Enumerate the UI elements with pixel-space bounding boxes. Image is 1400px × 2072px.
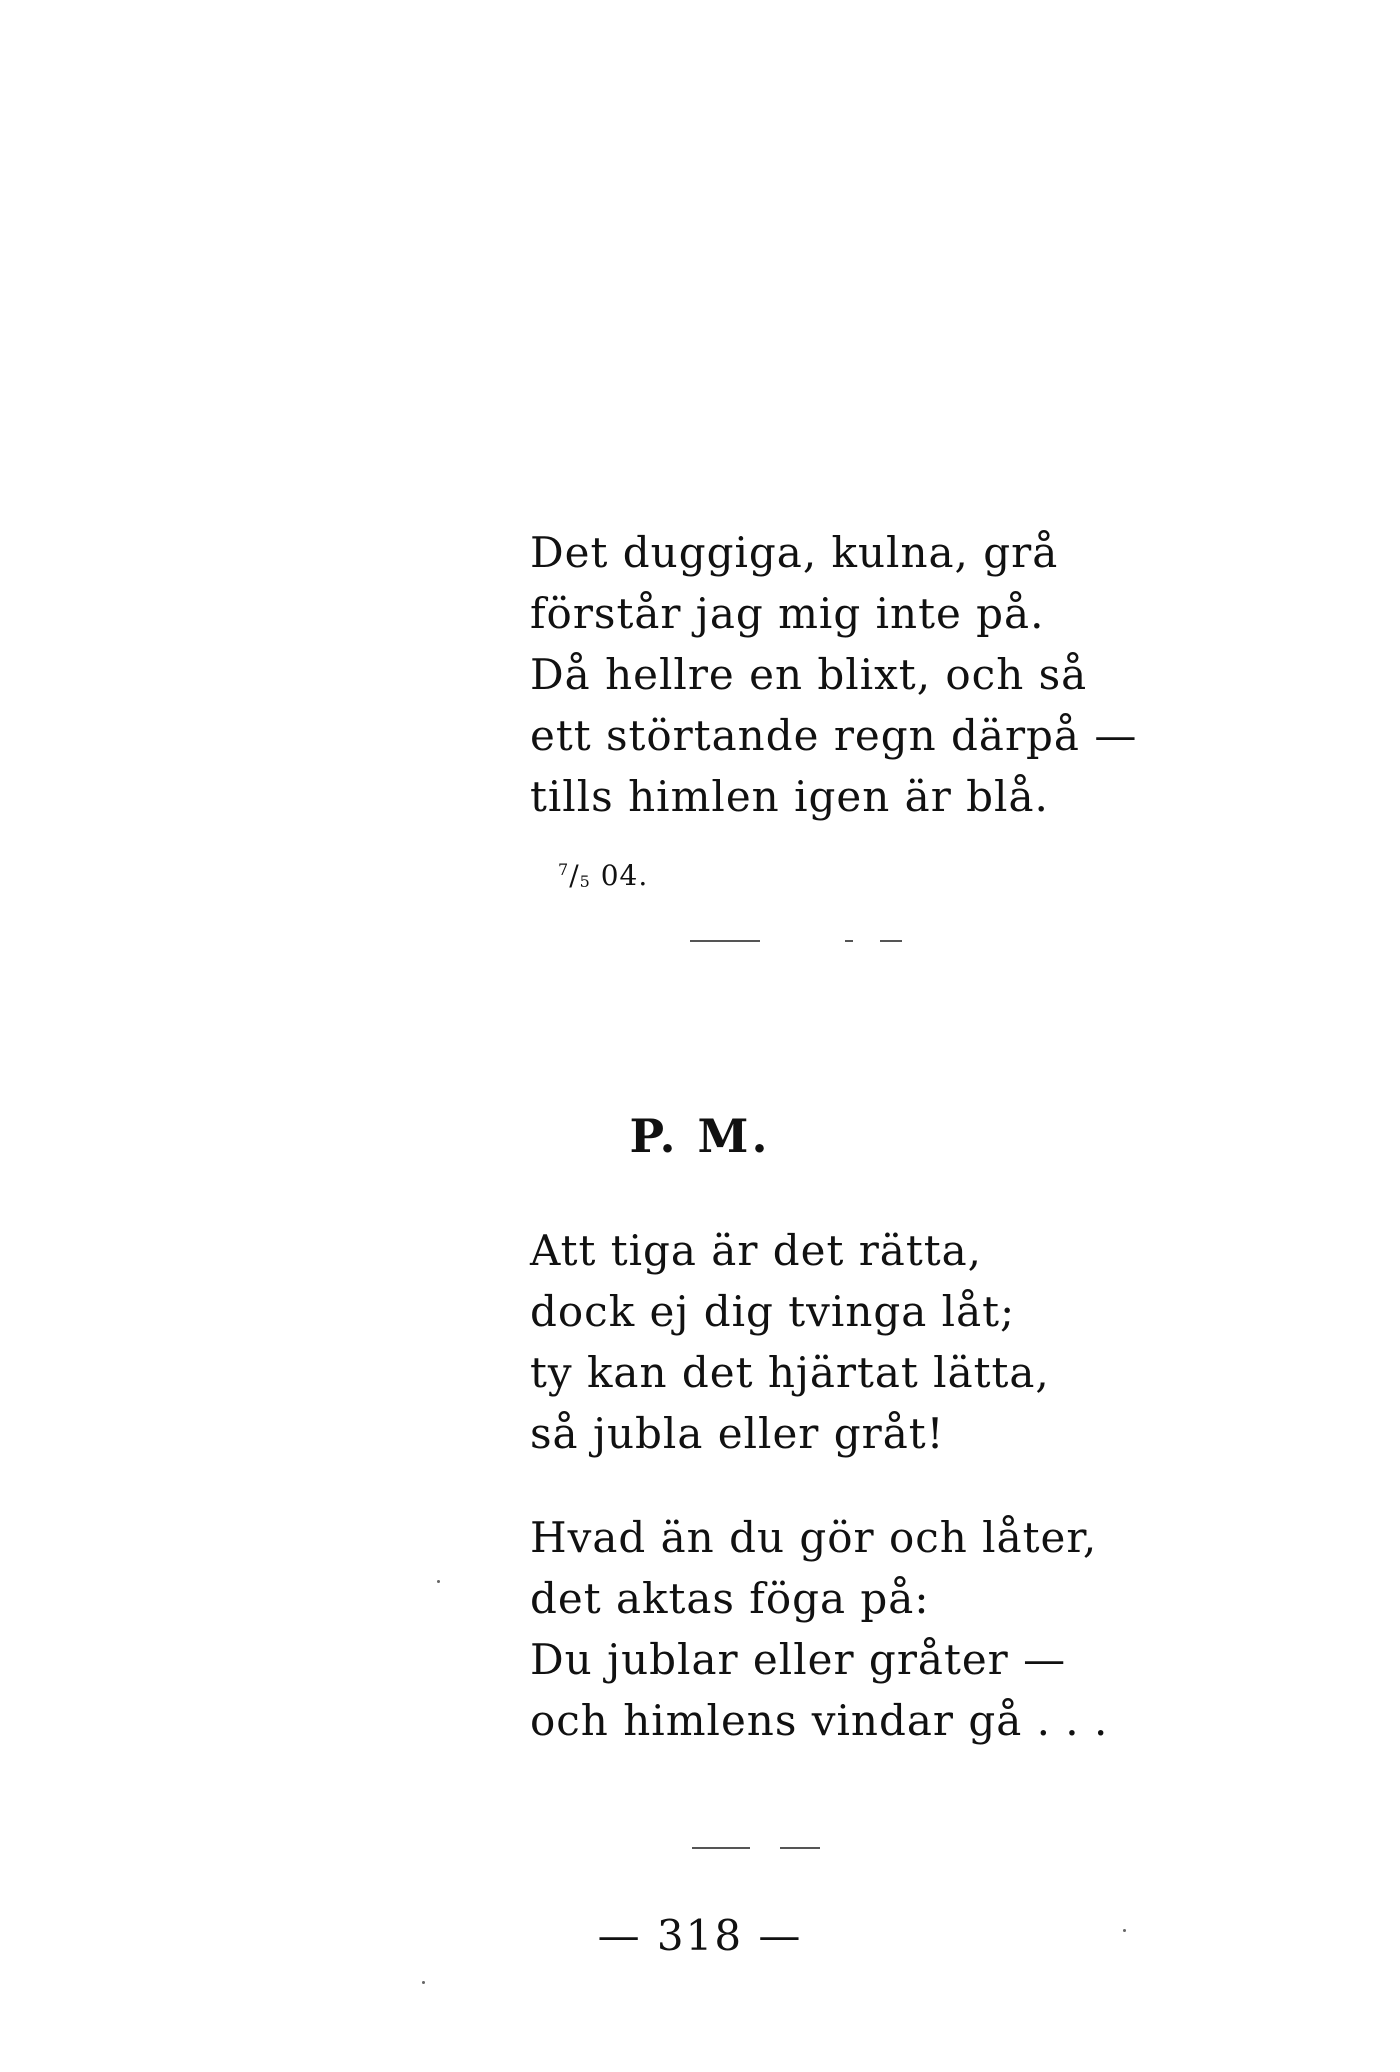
section-divider (880, 940, 902, 942)
verse-line: Då hellre en blixt, och så (530, 650, 1088, 699)
section-divider (780, 1847, 820, 1849)
verse-line: Det duggiga, kulna, grå (530, 528, 1059, 577)
verse-line: så jubla eller gråt! (530, 1409, 945, 1458)
poem-title: P. M. (629, 1109, 771, 1163)
date-month: 5 (579, 872, 591, 891)
section-divider (845, 940, 853, 942)
poem-stanza (530, 1507, 1108, 1751)
poem-stanza (530, 522, 1137, 827)
date-day: 7 (558, 860, 570, 879)
poem-date: $^7/_5$ 04. (558, 859, 649, 892)
print-speck (1123, 1929, 1126, 1932)
poem-stanza (530, 1220, 1050, 1464)
page-number: — 318 — (597, 1911, 803, 1960)
verse-line: och himlens vindar gå . . . (530, 1696, 1109, 1745)
print-speck (422, 1981, 425, 1984)
verse-line: Hvad än du gör och låter, (530, 1513, 1098, 1562)
verse-line: förstår jag mig inte på. (530, 589, 1045, 638)
verse-line: ett störtande regn därpå — (530, 711, 1138, 760)
verse-line: tills himlen igen är blå. (530, 772, 1049, 821)
section-divider (692, 1847, 750, 1849)
verse-line: Du jublar eller gråter — (530, 1635, 1067, 1684)
verse-line: det aktas föga på: (530, 1574, 930, 1623)
verse-line: Att tiga är det rätta, (530, 1226, 982, 1275)
section-divider (690, 940, 760, 942)
verse-line: dock ej dig tvinga låt; (530, 1287, 1016, 1336)
print-speck (437, 1580, 440, 1583)
date-year: 04. (600, 859, 649, 892)
verse-line: ty kan det hjärtat lätta, (530, 1348, 1050, 1397)
